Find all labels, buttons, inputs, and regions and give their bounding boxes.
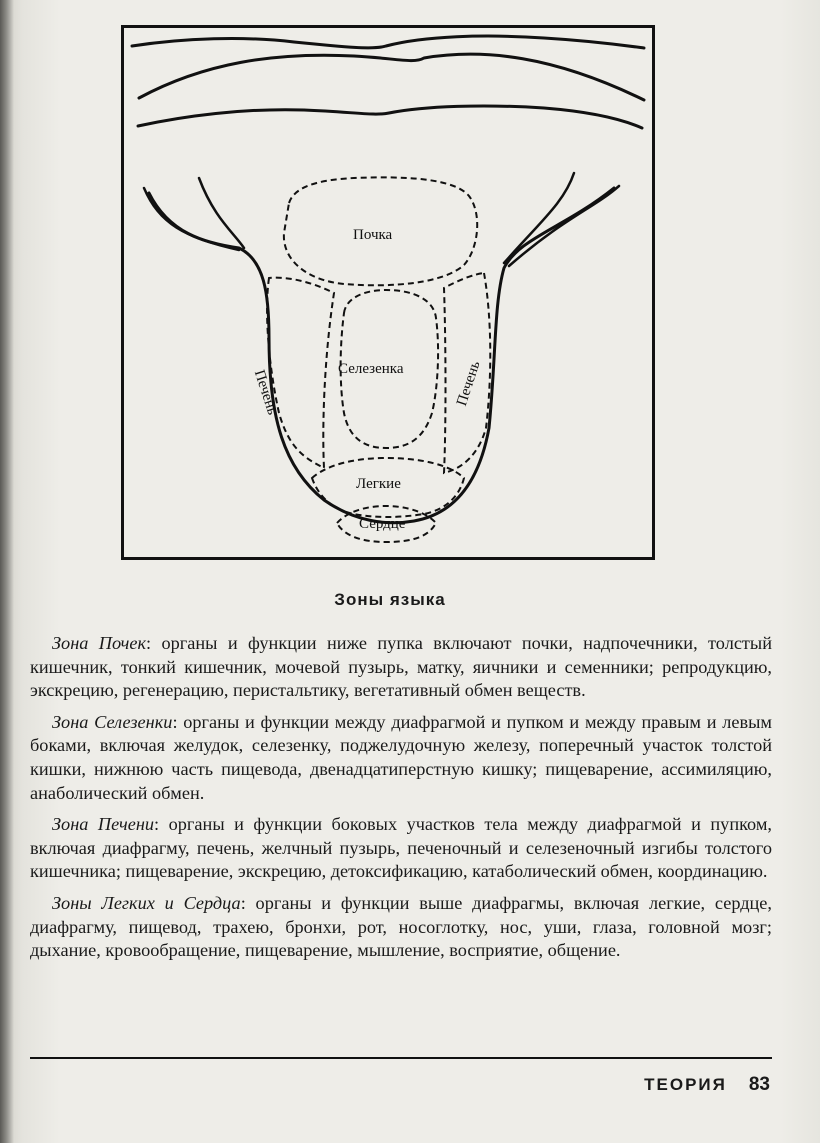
zone-label-liver-right: Печень (454, 359, 484, 408)
term-lung-heart-zone: Зоны Легких и Сердца (52, 892, 241, 913)
zone-label-spleen: Селезенка (338, 361, 404, 377)
page-number: 83 (748, 1074, 770, 1095)
text-kidney-zone: : органы и функции ниже пупка включают почки, надпочечники, толстый кишечник, тонкий кишечник, мочевой пузырь, матку, яичники и семенники; репродукцию, экскрецию, регенерацию, перистальтику, вегетативный обмен веществ. (30, 633, 772, 701)
text-spleen-zone: : органы и функции между диафрагмой и пупком и между правым и левым боками, включая желудок, селезенку, поджелудочную железу, поперечный участок толстой кишки, нижнюю часть пищевода, двенадцатиперстную кишку; пищеварение, ассимиляцию, анаболический обмен. (30, 711, 772, 803)
paragraph-liver-zone (30, 813, 772, 884)
tongue-zones-figure (121, 25, 655, 560)
paragraph-spleen-zone (30, 711, 772, 805)
footer-rule (30, 1057, 772, 1059)
term-spleen-zone: Зона Селезенки (52, 711, 173, 732)
zone-label-heart: Сердце (359, 516, 406, 532)
text-lung-heart-zone: : органы и функции выше диафрагмы, включая легкие, сердце, диафрагму, пищевод, трахею, бронхи, рот, носоглотку, нос, уши, глаза, головной мозг; дыхание, кровообращение, пищеварение, мышление, восприятие, общение. (30, 892, 772, 961)
zone-label-kidney: Почка (353, 227, 393, 243)
term-kidney-zone: Зона Почек (52, 633, 147, 653)
footer-section-title: ТЕОРИЯ (644, 1075, 727, 1094)
zone-label-liver-left: Печень (250, 368, 281, 417)
figure-caption: Зоны языка (334, 590, 446, 609)
zone-label-lungs: Легкие (356, 476, 401, 492)
book-spine-shadow (0, 0, 14, 1143)
paragraph-lung-heart-zone (30, 892, 772, 963)
term-liver-zone: Зона Печени (52, 814, 155, 835)
text-liver-zone: : органы и функции боковых участков тела между диафрагмой и пупком, включая диафрагму, печень, желчный пузырь, печеночный и селезеночный изгибы толстого кишечника; пищеварение, экскрецию, детоксификацию, катаболический обмен, координацию. (30, 814, 772, 882)
paragraph-kidney-zone (30, 632, 772, 703)
page-footer (644, 1074, 770, 1096)
body-text (30, 632, 772, 971)
